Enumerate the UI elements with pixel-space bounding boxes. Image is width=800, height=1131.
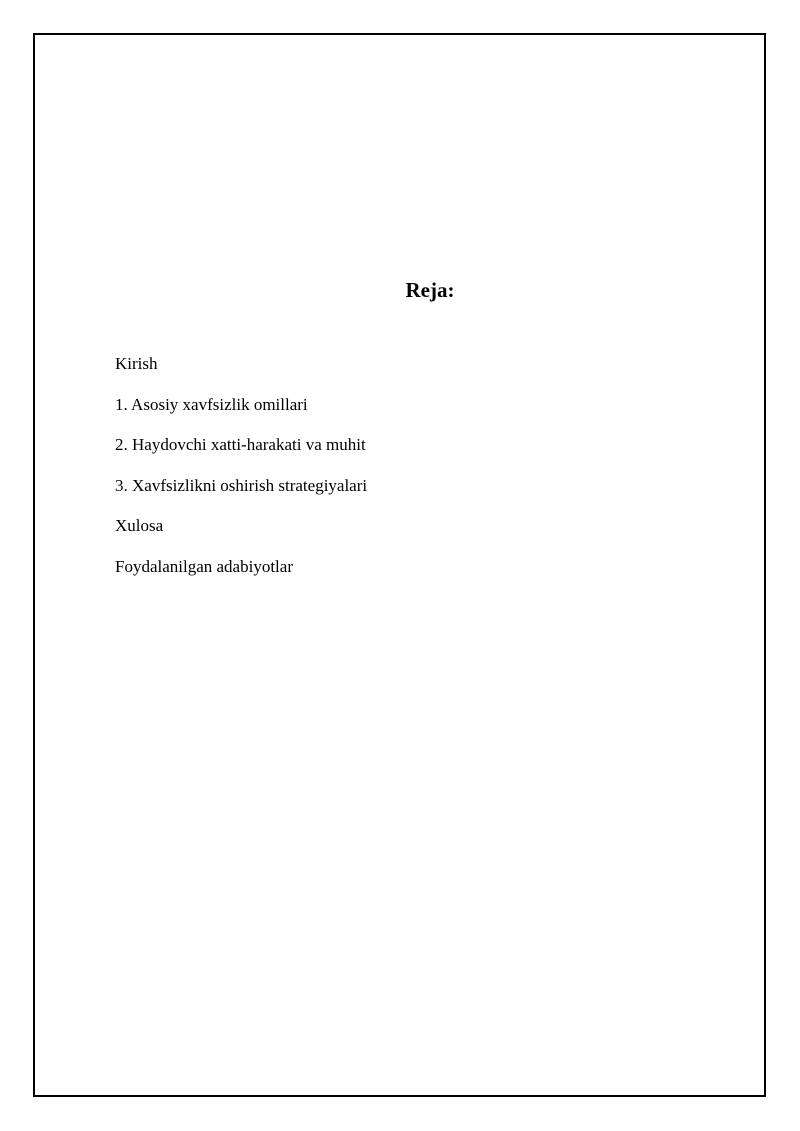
toc-item-2: 2. Haydovchi xatti-harakati va muhit [115, 435, 366, 454]
table-of-contents [115, 353, 367, 596]
page-title: Reja: [405, 278, 455, 302]
toc-item-references: Foydalanilgan adabiyotlar [115, 556, 293, 576]
toc-item-1: 1. Asosiy xavfsizlik omillari [115, 394, 308, 414]
toc-item-conclusion: Xulosa [115, 516, 164, 535]
toc-item-intro: Kirish [115, 354, 158, 373]
toc-item-3: 3. Xavfsizlikni oshirish strategiyalari [115, 475, 368, 495]
